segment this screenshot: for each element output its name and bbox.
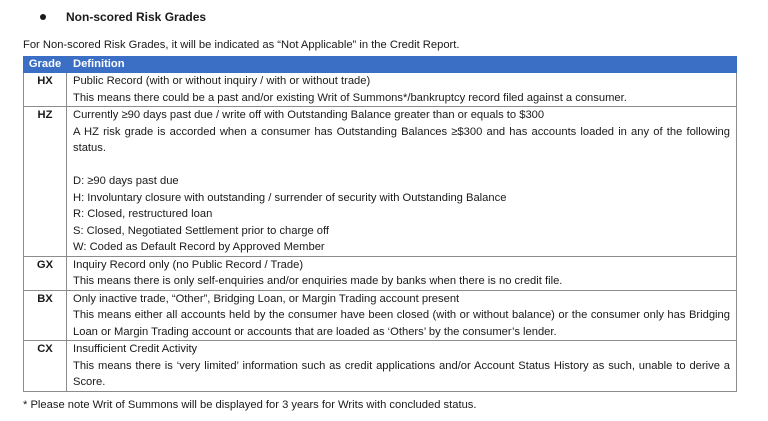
definition-line: Only inactive trade, “Other”, Bridging Loan, or Margin Trading account present [73,292,460,305]
status-item-r: R: Closed, restructured loan [73,208,213,220]
table-row-bx [24,290,737,341]
table-row-cx [24,341,737,392]
table-row-hz [24,107,737,257]
definition-line: A HZ risk grade is accorded when a consumer has Outstanding Balances ≥$300 and has accounts loaded in any of the following status. [73,125,730,154]
grade-definition [67,107,737,257]
bullet-icon [40,14,46,20]
status-item-d: D: ≥90 days past due [73,175,179,187]
status-item-h: H: Involuntary closure with outstanding / surrender of security with Outstanding Balance [73,191,507,204]
footnote: * Please note Writ of Summons will be displayed for 3 years for Writs with concluded status. [23,399,477,411]
grade-code: CX [24,341,67,392]
definition-line: This means there could be a past and/or existing Writ of Summons*/bankruptcy record filed against a consumer. [73,91,627,104]
grade-code: HX [24,73,67,107]
paragraph-spacer [73,157,730,174]
definition-line: Currently ≥90 days past due / write off with Outstanding Balance greater than or equals to $300 [73,109,545,121]
definition-line: This means there is only self-enquiries and/or enquiries made by banks when there is no credit file. [73,275,563,287]
risk-grades-table [23,56,737,392]
grade-column-header: Grade [24,57,67,73]
grade-definition [67,73,737,107]
definition-line: This means there is ‘very limited’ information such as credit applications and/or Account Status History as such, unable to derive a Score. [73,359,730,388]
grade-definition [67,290,737,341]
table-header-row [24,57,737,73]
section-heading [40,9,206,25]
definition-line: Inquiry Record only (no Public Record / Trade) [73,258,304,271]
grade-code: GX [24,256,67,290]
table-row-hx [24,73,737,107]
grade-code: BX [24,290,67,341]
table-row-gx [24,256,737,290]
status-item-s: S: Closed, Negotiated Settlement prior to charge off [73,224,330,237]
definition-line: Public Record (with or without inquiry / with or without trade) [73,75,371,87]
grade-definition [67,256,737,290]
definition-line: Insufficient Credit Activity [73,343,198,355]
definition-line: This means either all accounts held by the consumer have been closed (with or without balance) or the consumer only has Bridging Loan or Margin Trading account or accounts that are loaded as ‘Others’ by the consumer’s lender. [73,309,730,338]
grade-code: HZ [24,107,67,257]
section-heading-text: Non-scored Risk Grades [66,10,207,24]
status-item-w: W: Coded as Default Record by Approved Member [73,241,325,253]
intro-paragraph: For Non-scored Risk Grades, it will be indicated as “Not Applicable” in the Credit Report. [23,39,460,51]
grade-definition [67,341,737,392]
definition-column-header: Definition [67,57,737,73]
